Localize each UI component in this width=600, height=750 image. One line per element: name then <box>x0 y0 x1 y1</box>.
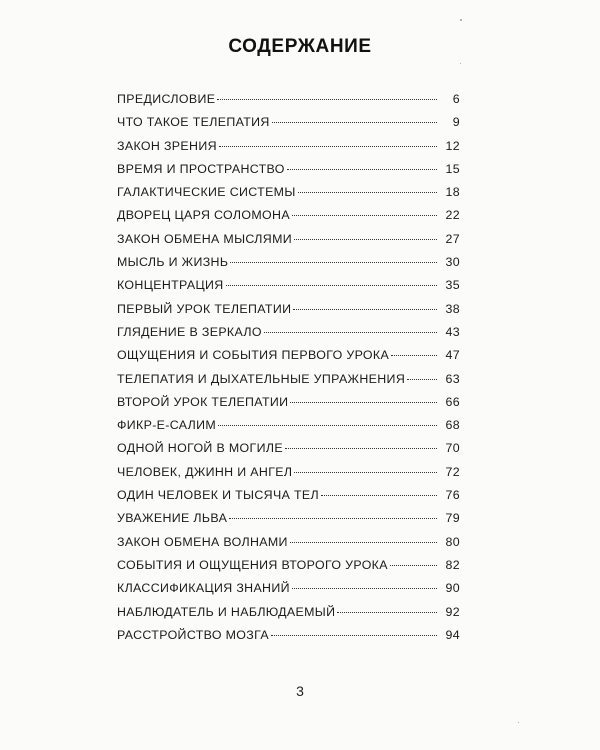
toc-entry-title: ЧТО ТАКОЕ ТЕЛЕПАТИЯ <box>117 115 270 130</box>
page-title: СОДЕРЖАНИЕ <box>228 36 372 57</box>
toc-dot-leader <box>391 355 437 356</box>
toc-entry-title: ЗАКОН ОБМЕНА ВОЛНАМИ <box>117 534 288 549</box>
toc-dot-leader <box>390 565 437 566</box>
page-number: 3 <box>296 683 304 699</box>
toc-entry <box>117 372 460 395</box>
toc-entry-title: ТЕЛЕПАТИЯ И ДЫХАТЕЛЬНЫЕ УПРАЖНЕНИЯ <box>117 371 406 386</box>
toc-entry-title: ЗАКОН ОБМЕНА МЫСЛЯМИ <box>117 231 292 246</box>
toc-entry-title: РАССТРОЙСТВО МОЗГА <box>117 627 269 642</box>
toc-entry <box>117 92 460 115</box>
toc-dot-leader <box>226 285 437 286</box>
toc-entry-page: 38 <box>445 301 460 316</box>
toc-entry <box>117 605 460 628</box>
toc-dot-leader <box>407 379 437 380</box>
toc-dot-leader <box>264 332 437 333</box>
toc-entry-page: 43 <box>445 324 460 339</box>
toc-entry <box>117 232 460 255</box>
toc-entry-title: ЗАКОН ЗРЕНИЯ <box>117 138 217 153</box>
toc-entry-page: 9 <box>452 115 460 130</box>
toc-entry <box>117 348 460 371</box>
toc-entry <box>117 581 460 604</box>
toc-entry-title: ФИКР-Е-САЛИМ <box>117 418 217 433</box>
toc-entry-page: 63 <box>445 371 460 386</box>
toc-entry-page: 79 <box>445 511 460 526</box>
toc-entry <box>117 395 460 418</box>
toc-entry-title: КЛАССИФИКАЦИЯ ЗНАНИЙ <box>117 581 290 596</box>
toc-dot-leader <box>294 472 437 473</box>
toc-dot-leader <box>290 402 437 403</box>
toc-entry-title: ОДИН ЧЕЛОВЕК И ТЫСЯЧА ТЕЛ <box>117 488 319 503</box>
toc-entry-page: 18 <box>445 185 460 200</box>
toc-dot-leader <box>230 262 437 263</box>
toc-dot-leader <box>298 192 437 193</box>
toc-entry <box>117 511 460 534</box>
toc-entry-title: ВРЕМЯ И ПРОСТРАНСТВО <box>117 161 285 176</box>
toc-entry-page: 27 <box>445 231 460 246</box>
toc-entry <box>117 278 460 301</box>
toc-entry-page: 47 <box>445 348 460 363</box>
toc-dot-leader <box>219 146 437 147</box>
toc-entry <box>117 302 460 325</box>
toc-entry-page: 30 <box>445 255 460 270</box>
toc-dot-leader <box>285 448 437 449</box>
toc-dot-leader <box>292 215 437 216</box>
toc-entry-page: 76 <box>445 488 460 503</box>
toc-entry-page: 15 <box>445 161 460 176</box>
toc-entry-page: 70 <box>445 441 460 456</box>
paper-speck <box>460 63 461 64</box>
toc-entry-title: ГЛЯДЕНИЕ В ЗЕРКАЛО <box>117 324 262 339</box>
toc-entry <box>117 488 460 511</box>
toc-entry <box>117 418 460 441</box>
toc-entry <box>117 139 460 162</box>
toc-entry-title: ВТОРОЙ УРОК ТЕЛЕПАТИИ <box>117 394 289 409</box>
toc-entry-title: ОДНОЙ НОГОЙ В МОГИЛЕ <box>117 441 283 456</box>
toc-entry-page: 6 <box>452 92 460 106</box>
toc-dot-leader <box>293 309 437 310</box>
toc-entry-title: ГАЛАКТИЧЕСКИЕ СИСТЕМЫ <box>117 185 296 200</box>
toc-entry-title: КОНЦЕНТРАЦИЯ <box>117 278 224 293</box>
toc-entry-page: 35 <box>445 278 460 293</box>
toc-entry <box>117 325 460 348</box>
paper-speck <box>518 722 519 723</box>
toc-entry-title: ПЕРВЫЙ УРОК ТЕЛЕПАТИИ <box>117 301 292 316</box>
toc-entry <box>117 162 460 185</box>
toc-entry-page: 80 <box>445 534 460 549</box>
toc-entry-page: 66 <box>445 394 460 409</box>
toc-entry-title: ЧЕЛОВЕК, ДЖИНН И АНГЕЛ <box>117 464 293 479</box>
toc-entry-page: 92 <box>445 604 460 619</box>
toc-entry-title: ОЩУЩЕНИЯ И СОБЫТИЯ ПЕРВОГО УРОКА <box>117 348 390 363</box>
paper-speck <box>460 19 462 21</box>
toc-entry-page: 12 <box>445 138 460 153</box>
toc-entry-page: 90 <box>445 581 460 596</box>
toc-dot-leader <box>218 425 437 426</box>
toc-dot-leader <box>337 612 437 613</box>
toc-entry <box>117 115 460 138</box>
toc-entry <box>117 208 460 231</box>
toc-entry <box>117 535 460 558</box>
table-of-contents <box>117 92 460 651</box>
toc-dot-leader <box>292 588 437 589</box>
toc-entry <box>117 441 460 464</box>
toc-dot-leader <box>271 635 437 636</box>
toc-entry <box>117 465 460 488</box>
toc-entry-title: ДВОРЕЦ ЦАРЯ СОЛОМОНА <box>117 208 290 223</box>
toc-dot-leader <box>287 169 437 170</box>
toc-entry-title: СОБЫТИЯ И ОЩУЩЕНИЯ ВТОРОГО УРОКА <box>117 557 388 572</box>
toc-entry-page: 94 <box>445 627 460 642</box>
toc-entry-title: МЫСЛЬ И ЖИЗНЬ <box>117 255 229 270</box>
toc-entry-page: 68 <box>445 418 460 433</box>
toc-entry <box>117 558 460 581</box>
toc-entry <box>117 185 460 208</box>
toc-dot-leader <box>321 495 437 496</box>
toc-entry <box>117 255 460 278</box>
toc-entry-page: 22 <box>445 208 460 223</box>
toc-entry-title: ПРЕДИСЛОВИЕ <box>117 92 216 106</box>
toc-entry-title: НАБЛЮДАТЕЛЬ И НАБЛЮДАЕМЫЙ <box>117 604 336 619</box>
toc-dot-leader <box>217 99 437 100</box>
toc-dot-leader <box>290 542 437 543</box>
toc-entry-title: УВАЖЕНИЕ ЛЬВА <box>117 511 228 526</box>
toc-dot-leader <box>294 239 437 240</box>
toc-entry-page: 72 <box>445 464 460 479</box>
toc-dot-leader <box>272 122 437 123</box>
toc-entry <box>117 628 460 651</box>
toc-entry-page: 82 <box>445 557 460 572</box>
toc-dot-leader <box>229 518 437 519</box>
